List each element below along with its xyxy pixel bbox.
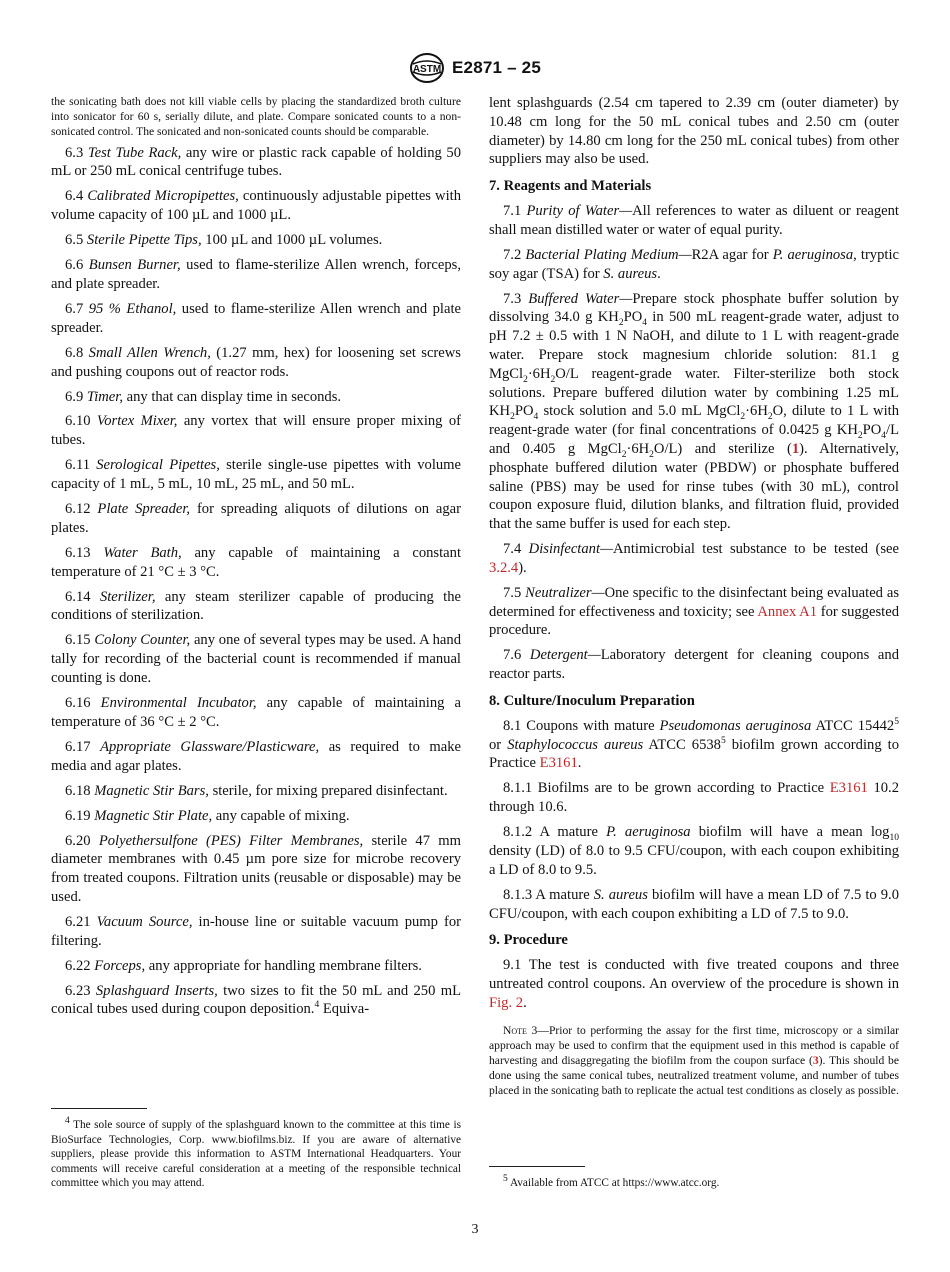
list-item: 6.7 95 % Ethanol, used to flame-sterilize Allen wrench and plate spreader. xyxy=(51,300,461,336)
item-8-1-1: 8.1.1 Biofilms are to be grown according to Practice E3161 10.2 through 10.6. xyxy=(489,780,899,816)
list-item: 6.22 Forceps, any appropriate for handling membrane filters. xyxy=(65,957,422,974)
page-header xyxy=(0,52,950,86)
apparatus-list xyxy=(51,144,461,976)
annex-link[interactable]: Annex A1 xyxy=(757,603,818,620)
list-item: 6.14 Sterilizer, any steam sterilizer capable of producing the conditions of sterilization. xyxy=(51,588,462,624)
list-item: 6.21 Vacuum Source, in-house line or suitable vacuum pump for filtering. xyxy=(51,913,462,949)
item-7-3: 7.3 Buffered Water—Prepare stock phosphate buffer solution by dissolving 34.0 g $KH_2PO_4$ in 500 mL reagent-grade water, adjust to pH 7.2 ± 0.5 with 1 N NaOH, and dilute to 1 L with reagent-grade water. Prepare stock magnesium chloride solution: 81.1 g $MgCl_2\cdot 6H_2O/L$ reagent-grade water. Filter-sterilize both stock solutions. Prepare buffered dilution water by combining 1.25 mL $KH_2PO_4$ stock solution and 5.0 mL $MgCl_2\cdot 6H_2O$, dilute to 1 L with reagent-grade water (for final concentrations of 0.0425 g $KH_2PO_4/L$ and 0.405 g $MgCl_2\cdot 6H_2O/L$) and sterilize (1). Alternatively, phosphate buffered dilution water (PBDW) or phosphate buffered saline (PBS) may be used for rinse tubes (with 30 mL), control coupon exposure fluid, dilution blanks, and filtration fluid, provided that the same buffer is used for each step. xyxy=(489,290,900,533)
list-item: 6.6 Bunsen Burner, used to flame-sterilize Allen wrench, forceps, and plate spreader. xyxy=(51,257,461,292)
item-7-4: 7.4 Disinfectant—Antimicrobial test substance to be tested (see 3.2.4). xyxy=(489,541,900,576)
svg-text:ASTM: ASTM xyxy=(412,64,442,75)
footnote-rule xyxy=(489,1166,585,1167)
footnote-4: $^4$ The sole source of supply of the splashguard known to the committee at this time is BioSurface Technologies, Corp. www.biofilms.biz. If you are aware of alternative suppliers, please provide this information to ASTM International Headquarters. Your comments will receive careful consideration at a meeting of the responsible technical committee which you may attend. xyxy=(51,1108,461,1191)
standard-id: E2871 – 25 xyxy=(452,58,541,77)
list-item: 6.19 Magnetic Stir Plate, any capable of mixing. xyxy=(65,807,350,824)
list-item: 6.12 Plate Spreader, for spreading aliquots of dilutions on agar plates. xyxy=(51,501,462,536)
list-item: 6.4 Calibrated Micropipettes, continuously adjustable pipettes with volume capacity of 100 µL and 1000 µL. xyxy=(51,188,461,224)
item-7-1: 7.1 Purity of Water—All references to water as diluent or reagent shall mean distilled water or water of equal purity. xyxy=(489,202,899,238)
list-item: 6.10 Vortex Mixer, any vortex that will ensure proper mixing of tubes. xyxy=(51,413,462,449)
section-heading-8: 8. Culture/Inoculum Preparation xyxy=(489,693,695,710)
reference-link[interactable]: 3 xyxy=(812,1053,819,1067)
practice-link[interactable]: E3161 xyxy=(829,780,868,797)
footnote-5: $^5$ Available from ATCC at https://www.atcc.org. xyxy=(489,1166,899,1191)
section-heading-9: 9. Procedure xyxy=(489,932,568,949)
carryover-paragraph-right: lent splashguards (2.54 cm tapered to 2.39 cm (outer diameter) by 10.48 cm long for the 50 mL conical tubes and 2.50 cm (outer diameter) by 14.80 cm long for the 250 mL conical tubes) from other suppliers may also be used. xyxy=(489,95,899,168)
list-item: 6.5 Sterile Pipette Tips, 100 µL and 1000 µL volumes. xyxy=(65,232,383,249)
right-column xyxy=(489,94,899,1103)
item-7-2: 7.2 Bacterial Plating Medium—R2A agar for P. aeruginosa, tryptic soy agar (TSA) for S. aureus. xyxy=(489,246,899,282)
list-item: 6.9 Timer, any that can display time in seconds. xyxy=(65,388,342,405)
carryover-paragraph: the sonicating bath does not kill viable cells by placing the standardized broth culture into sonicator for 60 s, serially dilute, and plate. Compare sonicated counts to a non-sonicated control. The sonicated and non-sonicated counts should be comparable. xyxy=(51,95,461,139)
item-6-23: 6.23 Splashguard Inserts, two sizes to fit the 50 mL and 250 mL conical tubes used during coupon deposition.$^4$ Equiva- xyxy=(51,982,461,1018)
list-item: 6.11 Serological Pipettes, sterile single-use pipettes with volume capacity of 1 mL, 5 mL, 10 mL, 25 mL, and 50 mL. xyxy=(51,457,462,493)
section-link[interactable]: 3.2.4 xyxy=(489,559,519,576)
practice-link[interactable]: E3161 xyxy=(539,755,578,772)
note-3: Note 3—Prior to performing the assay for the first time, microscopy or a similar approach may be used to confirm that the equipment used in this method is capable of harvesting and disaggregating the biofilm from the coupon surface (3). This should be done using the same conical tubes, neutralized treatment volume, and number of tubes placed in the sonicating bath to replicate the actual test conditions as closely as possible. xyxy=(489,1023,899,1098)
left-column xyxy=(51,94,461,1025)
item-9-1: 9.1 The test is conducted with five treated coupons and three untreated control coupons. An overview of the procedure is shown in Fig. 2. xyxy=(489,957,899,1011)
list-item: 6.13 Water Bath, any capable of maintaining a constant temperature of 21 °C ± 3 °C. xyxy=(51,544,461,580)
item-8-1-3: 8.1.3 A mature S. aureus biofilm will have a mean LD of 7.5 to 9.0 CFU/coupon, with each coupon exhibiting a LD of 7.5 to 9.0. xyxy=(489,886,899,922)
section-heading-7: 7. Reagents and Materials xyxy=(489,178,652,195)
footnote-rule xyxy=(51,1108,147,1109)
list-item: 6.8 Small Allen Wrench, (1.27 mm, hex) for loosening set screws and pushing coupons out of reactor rods. xyxy=(51,344,461,380)
page-number: 3 xyxy=(471,1222,479,1237)
list-item: 6.16 Environmental Incubator, any capable of maintaining a temperature of 36 °C ± 2 °C. xyxy=(51,694,462,730)
item-8-1: 8.1 Coupons with mature Pseudomonas aeruginosa ATCC 15442$^5$ or Staphylococcus aureus ATCC 6538$^5$ biofilm grown according to Practice E3161. xyxy=(489,716,899,772)
list-item: 6.15 Colony Counter, any one of several types may be used. A hand tally for recording of the bacterial count is recommended if manual counting is done. xyxy=(51,632,462,686)
item-7-5: 7.5 Neutralizer—One specific to the disinfectant being evaluated as determined for effectiveness and toxicity; see Annex A1 for suggested procedure. xyxy=(489,584,900,639)
list-item: 6.3 Test Tube Rack, any wire or plastic rack capable of holding 50 mL or 250 mL conical centrifuge tubes. xyxy=(51,144,461,180)
reference-link[interactable]: 1 xyxy=(791,440,800,457)
astm-logo-icon xyxy=(408,52,446,84)
figure-link[interactable]: Fig. 2 xyxy=(489,994,524,1011)
list-item: 6.18 Magnetic Stir Bars, sterile, for mixing prepared disinfectant. xyxy=(65,782,448,799)
list-item: 6.17 Appropriate Glassware/Plasticware, as required to make media and agar plates. xyxy=(51,738,462,774)
item-8-1-2: 8.1.2 A mature P. aeruginosa biofilm will have a mean $\log_{10}$ density (LD) of 8.0 to 9.5 CFU/coupon, with each coupon exhibiting a LD of 8.0 to 9.5. xyxy=(489,824,899,878)
item-7-6: 7.6 Detergent—Laboratory detergent for cleaning coupons and reactor parts. xyxy=(489,647,899,683)
list-item: 6.20 Polyethersulfone (PES) Filter Membranes, sterile 47 mm diameter membranes with 0.45 µm pore size for microbe recovery from treated coupons. Filtration units (reusable or disposable) may be used. xyxy=(51,832,461,905)
